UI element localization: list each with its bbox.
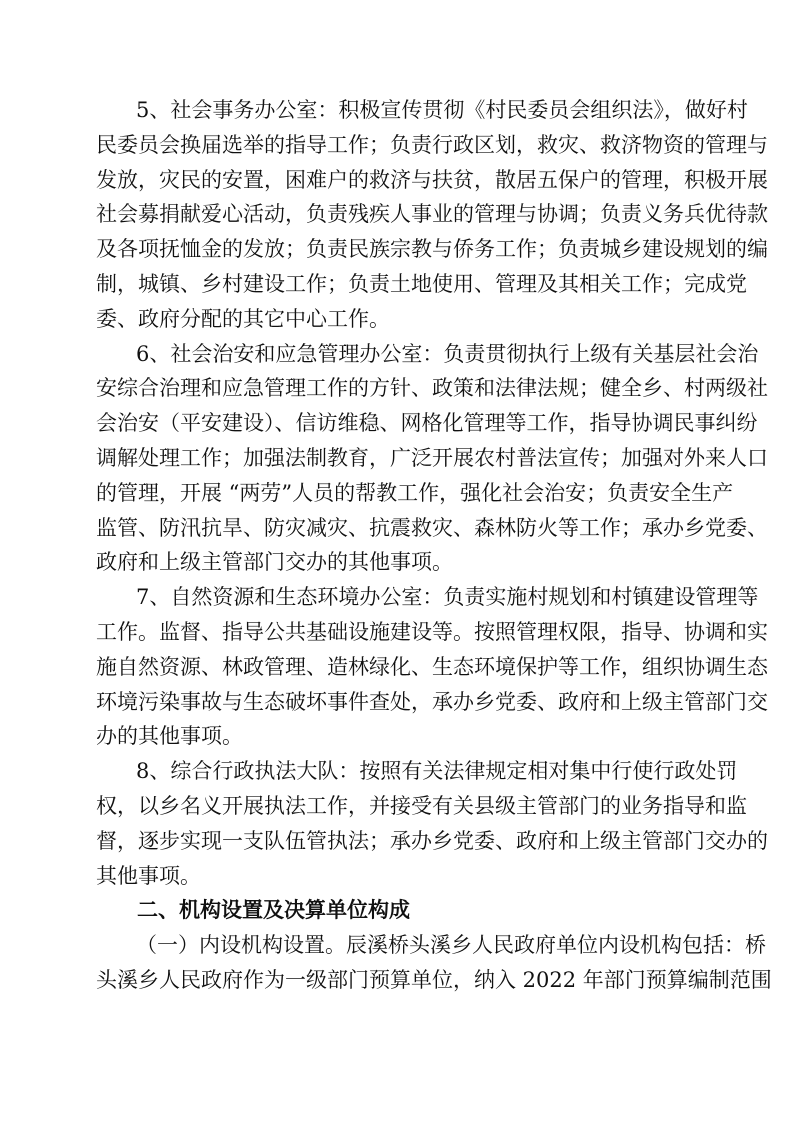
text-line: 及各项抚恤金的发放；负责民族宗教与侨务工作；负责城乡建设规划的编: [96, 237, 768, 262]
text-line: 安综合治理和应急管理工作的方针、政策和法律法规；健全乡、村两级社: [96, 376, 768, 401]
text-line: 7、自然资源和生态环境办公室：负责实施村规划和村镇建设管理等: [136, 585, 759, 610]
text-line: 工作。监督、指导公共基础设施建设等。按照管理权限，指导、协调和实: [96, 619, 768, 644]
text-line: 6、社会治安和应急管理办公室：负责贯彻执行上级有关基层社会治: [136, 341, 759, 366]
paragraph: [96, 928, 772, 998]
text-line: 施自然资源、林政管理、造林绿化、生态环境保护等工作，组织协调生态: [96, 654, 768, 679]
text-line: 民委员会换届选举的指导工作；负责行政区划，救灾、救济物资的管理与: [96, 132, 768, 157]
paragraph: [96, 337, 768, 581]
text-line: 督，逐步实现一支队伍管执法；承办乡党委、政府和上级主管部门交办的: [96, 828, 768, 853]
text-line: 政府和上级主管部门交办的其他事项。: [96, 550, 453, 575]
text-line: 制，城镇、乡村建设工作；负责土地使用、管理及其相关工作；完成党: [96, 271, 747, 296]
text-line: 发放，灾民的安置，困难户的救济与扶贫，散居五保户的管理，积极开展: [96, 167, 768, 192]
text-line: 社会募捐献爱心活动，负责残疾人事业的管理与协调；负责义务兵优待款: [96, 202, 768, 227]
text-line: 5、社会事务办公室：积极宣传贯彻《村民委员会组织法》，做好村: [136, 98, 748, 122]
text-line: 监管、防汛抗旱、防灾减灾、抗震救灾、森林防火等工作；承办乡党委、: [96, 515, 768, 540]
text-line: 环境污染事故与生态破坏事件查处，承办乡党委、政府和上级主管部门交: [96, 689, 768, 714]
text-line: 二、机构设置及决算单位构成: [137, 898, 410, 923]
document-page: [96, 93, 772, 998]
paragraph: [96, 754, 768, 893]
text-line: 委、政府分配的其它中心工作。: [96, 306, 390, 331]
paragraph: [96, 93, 768, 337]
text-line: 调解处理工作；加强法制教育，广泛开展农村普法宣传；加强对外来人口: [96, 445, 768, 470]
section-heading: [96, 893, 703, 928]
text-line: 的管理，开展 “两劳”人员的帮教工作，强化社会治安；负责安全生产: [96, 480, 734, 505]
text-line: 头溪乡人民政府作为一级部门预算单位，纳入 2022 年部门预算编制范围: [96, 967, 772, 992]
text-line: 办的其他事项。: [96, 724, 243, 749]
paragraph: [96, 580, 768, 754]
text-line: 8、综合行政执法大队：按照有关法律规定相对集中行使行政处罚: [136, 759, 738, 784]
text-line: 其他事项。: [96, 863, 201, 888]
text-line: 会治安（平安建设）、信访维稳、网格化管理等工作，指导协调民事纠纷: [96, 411, 758, 436]
text-line: 权，以乡名义开展执法工作，并接受有关县级主管部门的业务指导和监: [96, 793, 747, 818]
text-line: （一）内设机构设置。辰溪桥头溪乡人民政府单位内设机构包括：桥: [136, 933, 766, 958]
